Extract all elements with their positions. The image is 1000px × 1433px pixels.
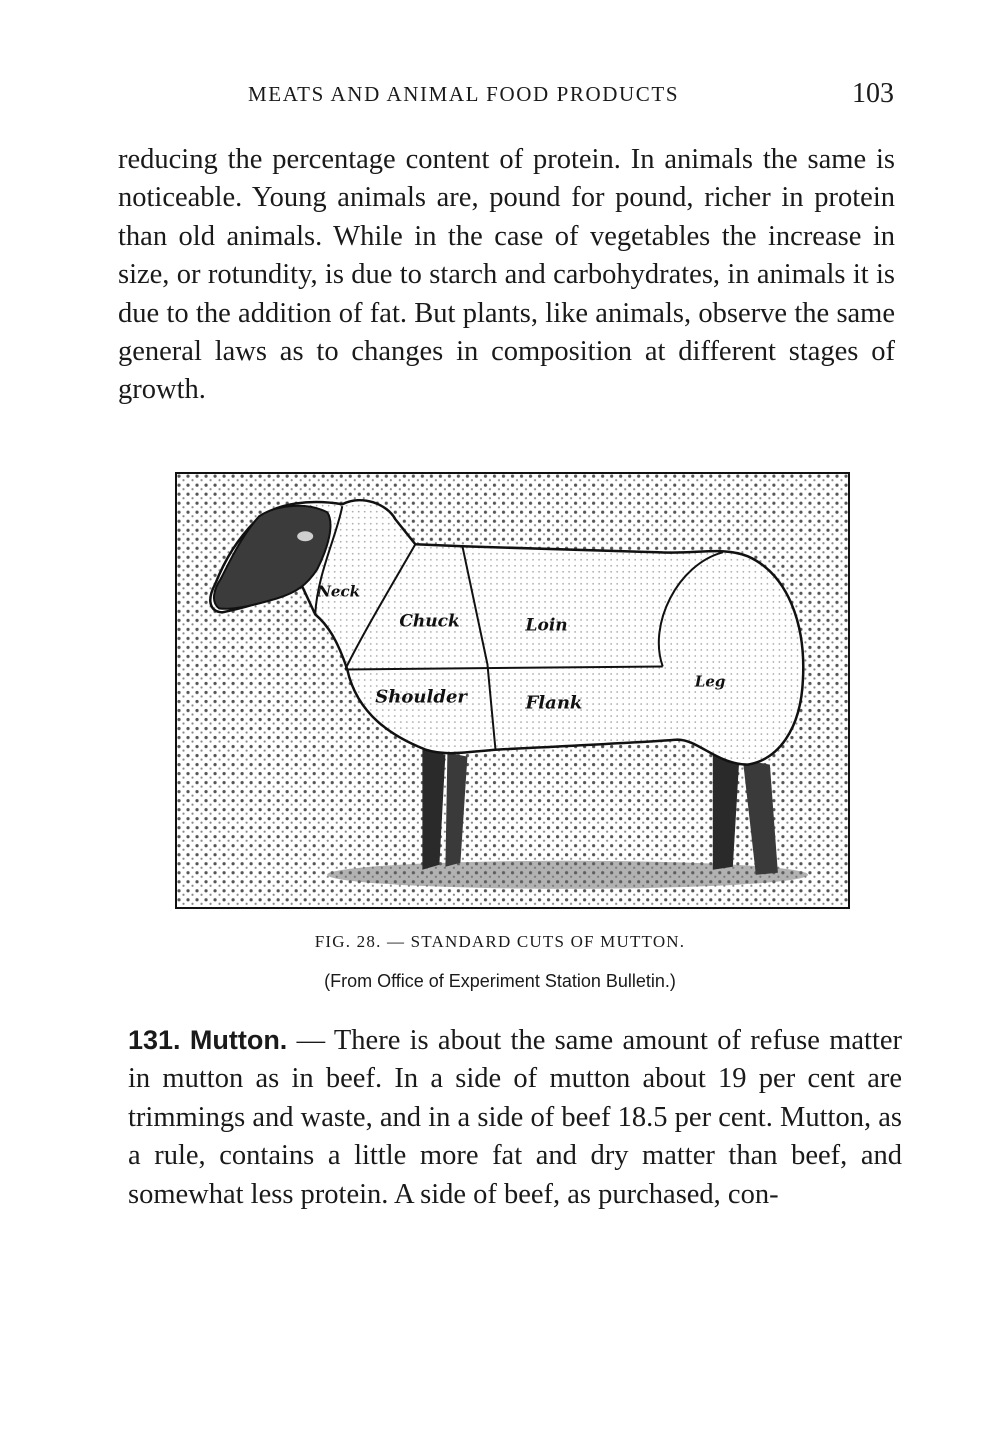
cut-label-shoulder: Shoulder [375,686,467,708]
figure-source: (From Office of Experiment Station Bulletin.) [324,971,676,991]
running-head [118,80,898,110]
section-text: There is about the same amount of refuse matter in mutton as in beef. In a side of mutton about 19 per cent are trimmings and waste, and in a side of beef 18.5 per cent. Mutton, as a rule, contains a little more fat and dry matter than beef, and somewhat less protein. A side of beef, as purchased, con- [128,1025,903,1210]
figure-caption: FIG. 28. — STANDARD CUTS OF MUTTON. [314,932,686,951]
mutton-cuts-figure [175,472,850,909]
sheep-eye [297,531,313,541]
section-paragraph [128,1021,902,1214]
running-title: MEATS AND ANIMAL FOOD PRODUCTS [248,82,680,106]
cut-label-loin: Loin [525,615,568,636]
section-title: Mutton. [189,1025,288,1055]
body-paragraph: reducing the percentage content of protein. In animals the same is noticeable. Young animals are, pound for pound, richer in protein than old animals. While in the case of vegetables the increase in size, or rotundity, is due to starch and carbohydrates, in animals it is due to the addition of fat. But plants, like animals, observe the same general laws as to changes in composition at different stages of growth. [118,144,895,406]
cut-label-flank: Flank [525,692,583,714]
page-number: 103 [852,78,894,109]
section-number: 131. [128,1025,181,1055]
cut-label-neck: Neck [317,582,361,601]
ground-shadow [327,861,808,889]
cut-label-leg: Leg [694,672,726,691]
cut-label-chuck: Chuck [399,611,460,632]
sheep-illustration [177,474,848,907]
section-dash: — [287,1025,334,1056]
